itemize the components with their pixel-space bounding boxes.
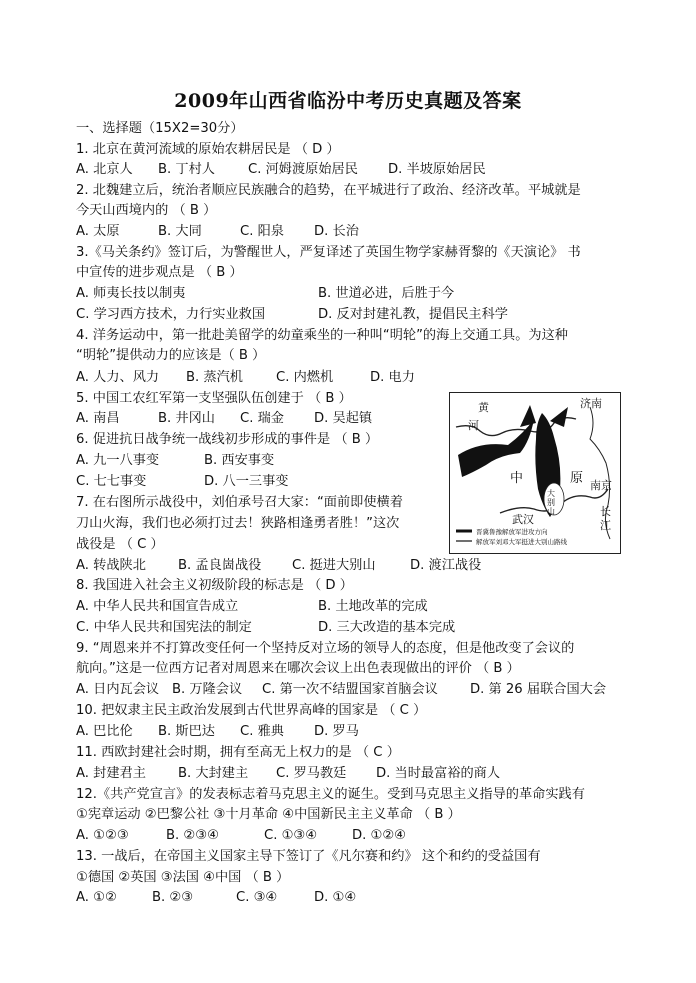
q2-option-a: A. 太原 <box>76 224 120 239</box>
q5-option-c: C. 瑞金 <box>240 411 284 426</box>
map-label-jiang: 江 <box>600 519 611 532</box>
q7-option-d: D. 渡江战役 <box>410 558 482 573</box>
q11-option-a: A. 封建君主 <box>76 766 146 781</box>
question-6-stem: 6. 促进抗日战争统一战线初步形成的事件是 （ B ） <box>76 432 379 447</box>
page-title: 2009年山西省临汾中考历史真题及答案 <box>174 90 522 112</box>
question-2-stem-1: 2. 北魏建立后，统治者顺应民族融合的趋势，在平城进行了政治、经济改革。平城就是 <box>76 183 581 198</box>
q5-option-d: D. 吴起镇 <box>314 411 373 426</box>
q8-option-a: A. 中华人民共和国宣告成立 <box>76 599 239 614</box>
q4-option-d: D. 电力 <box>370 370 415 385</box>
question-13-stem-2: ①德国 ②英国 ③法国 ④中国 （ B ） <box>76 870 290 885</box>
q11-option-d: D. 当时最富裕的商人 <box>376 766 501 781</box>
question-4-stem-2: “明轮”提供动力的应该是（ B ） <box>76 348 266 363</box>
q2-option-b: B. 大同 <box>158 224 202 239</box>
q8-option-d: D. 三大改造的基本完成 <box>318 620 456 635</box>
map-label-he: 河 <box>468 419 479 432</box>
question-12-stem-2: ①宪章运动 ②巴黎公社 ③十月革命 ④中国新民主主义革命 （ B ） <box>76 807 461 822</box>
q11-option-c: C. 罗马教廷 <box>276 766 347 781</box>
question-4-stem-1: 4. 洋务运动中，第一批赴美留学的幼童乘坐的一种叫“明轮”的海上交通工具。为这种 <box>76 328 568 343</box>
q5-option-a: A. 南昌 <box>76 411 120 426</box>
q12-option-b: B. ②③④ <box>166 828 219 843</box>
q10-option-a: A. 巴比伦 <box>76 724 133 739</box>
question-11-stem: 11. 西欧封建社会时期，拥有至高无上权力的是 （ C ） <box>76 745 400 760</box>
q11-option-b: B. 大封建主 <box>178 766 249 781</box>
q13-option-a: A. ①② <box>76 890 117 905</box>
map-label-dabieshan: 大别山 <box>547 489 555 516</box>
q9-option-d: D. 第 26 届联合国大会 <box>470 682 607 697</box>
q12-option-d: D. ①②④ <box>352 828 407 843</box>
q3-option-d: D. 反对封建礼教，提倡民主科学 <box>318 307 508 322</box>
battle-map-figure <box>449 392 621 554</box>
question-3-stem-2: 中宣传的进步观点是 （ B ） <box>76 265 243 280</box>
question-9-stem-2: 航向。”这是一位西方记者对周恩来在哪次会议上出色表现做出的评价 （ B ） <box>76 661 520 676</box>
question-12-stem-1: 12.《共产党宣言》的发表标志着马克思主义的诞生。受到马克思主义指导的革命实践有 <box>76 787 585 802</box>
q12-option-c: C. ①③④ <box>264 828 318 843</box>
q9-option-b: B. 万隆会议 <box>172 682 243 697</box>
q3-option-a: A. 师夷长技以制夷 <box>76 286 186 301</box>
q4-option-a: A. 人力、风力 <box>76 370 160 385</box>
q10-option-d: D. 罗马 <box>314 724 359 739</box>
question-7-stem-3: 战役是 （ C ） <box>76 537 164 552</box>
q10-option-c: C. 雅典 <box>240 724 284 739</box>
question-10-stem: 10. 把奴隶主民主政治发展到古代世界高峰的国家是 （ C ） <box>76 703 427 718</box>
q13-option-d: D. ①④ <box>314 890 357 905</box>
q2-option-d: D. 长治 <box>314 224 359 239</box>
question-13-stem-1: 13. 一战后，在帝国主义国家主导下签订了《凡尔赛和约》 这个和约的受益国有 <box>76 849 541 864</box>
q3-option-b: B. 世道必进，后胜于今 <box>318 286 455 301</box>
q6-option-b: B. 西安事变 <box>204 453 275 468</box>
q4-option-c: C. 内燃机 <box>276 370 334 385</box>
q10-option-b: B. 斯巴达 <box>158 724 215 739</box>
q1-option-d: D. 半坡原始居民 <box>388 162 486 177</box>
q5-option-b: B. 井冈山 <box>158 411 215 426</box>
q9-option-c: C. 第一次不结盟国家首脑会议 <box>262 682 438 697</box>
map-legend-2: 解放军刘邓大军挺进大别山路线 <box>476 538 567 546</box>
map-label-nanjing: 南京 <box>590 479 612 492</box>
map-label-yuan: 原 <box>570 471 584 486</box>
q3-option-c: C. 学习西方技术，力行实业救国 <box>76 307 266 322</box>
q2-option-c: C. 阳泉 <box>240 224 284 239</box>
q8-option-c: C. 中华人民共和国宪法的制定 <box>76 620 252 635</box>
section-heading: 一、选择题（15X2=30分） <box>76 121 244 136</box>
question-1-stem: 1. 北京在黄河流域的原始农耕居民是 （ D ） <box>76 142 340 157</box>
q6-option-c: C. 七七事变 <box>76 474 147 489</box>
map-label-wuhan: 武汉 <box>512 513 534 526</box>
q6-option-a: A. 九一八事变 <box>76 453 160 468</box>
q7-option-a: A. 转战陕北 <box>76 558 146 573</box>
q9-option-a: A. 日内瓦会议 <box>76 682 160 697</box>
question-3-stem-1: 3.《马关条约》签订后，为警醒世人，严复译述了英国生物学家赫胥黎的《天演论》 书 <box>76 245 581 260</box>
q7-option-b: B. 孟良崮战役 <box>178 558 262 573</box>
question-2-stem-2: 今天山西境内的 （ B ） <box>76 203 217 218</box>
map-label-jinan: 济南 <box>580 397 602 410</box>
map-label-chang: 长 <box>600 505 611 518</box>
q8-option-b: B. 土地改革的完成 <box>318 599 428 614</box>
q6-option-d: D. 八一三事变 <box>204 474 289 489</box>
map-label-zhong: 中 <box>510 471 524 486</box>
q13-option-b: B. ②③ <box>152 890 194 905</box>
q13-option-c: C. ③④ <box>236 890 278 905</box>
map-label-huang: 黄 <box>478 401 489 414</box>
q4-option-b: B. 蒸汽机 <box>186 370 243 385</box>
q12-option-a: A. ①②③ <box>76 828 129 843</box>
question-8-stem: 8. 我国进入社会主义初级阶段的标志是 （ D ） <box>76 578 353 593</box>
map-legend-1: 晋冀鲁豫解放军进攻方向 <box>476 528 548 536</box>
q1-option-c: C. 河姆渡原始居民 <box>248 162 358 177</box>
q1-option-a: A. 北京人 <box>76 162 133 177</box>
small-arrow-1 <box>520 405 536 427</box>
question-7-stem-1: 7. 在右图所示战役中，刘伯承号召大家：“面前即使横着 <box>76 495 403 510</box>
q1-option-b: B. 丁村人 <box>158 162 215 177</box>
question-5-stem: 5. 中国工农红军第一支坚强队伍创建于 （ B ） <box>76 391 352 406</box>
q7-option-c: C. 挺进大别山 <box>292 558 376 573</box>
question-9-stem-1: 9. “周恩来并不打算改变任何一个坚持反对立场的领导人的态度，但是他改变了会议的 <box>76 641 575 656</box>
question-7-stem-2: 刀山火海，我们也必须打过去！狭路相逢勇者胜！”这次 <box>76 516 400 531</box>
